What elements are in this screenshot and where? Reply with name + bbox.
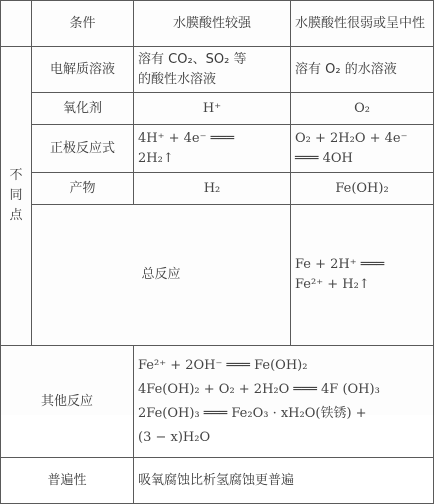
row-product xyxy=(1,173,434,205)
group-label-char-3: 点 xyxy=(9,208,23,223)
other-reactions-equations xyxy=(134,346,434,458)
cathode-neutral-line-1: O₂ + 2H₂O + 4e⁻ xyxy=(295,130,408,146)
header-acidic: 水膜酸性较强 xyxy=(134,1,291,47)
other-reactions-label: 其他反应 xyxy=(1,346,134,458)
cathode-neutral-line-2: ═══ 4OH xyxy=(295,150,353,166)
electrolyte-acidic xyxy=(134,47,291,93)
header-row xyxy=(1,1,434,47)
row-cathode xyxy=(1,125,434,173)
other-reaction-line-3: 2Fe(OH)₃ ═══ Fe₂O₃ · xH₂O(铁锈) + xyxy=(138,405,367,421)
overall-acidic-line-2: Fe²⁺ + H₂↑ xyxy=(295,277,370,292)
header-neutral: 水膜酸性很弱或呈中性 xyxy=(291,1,434,47)
header-blank-cell xyxy=(1,1,32,47)
cathode-acidic xyxy=(134,125,291,173)
group-label-char-1: 不 xyxy=(9,168,23,183)
row-other-reactions xyxy=(1,346,434,458)
product-acidic: H₂ xyxy=(134,173,291,205)
cathode-neutral xyxy=(291,125,434,173)
row-electrolyte xyxy=(1,47,434,93)
row-overall xyxy=(1,205,434,346)
oxidant-acidic: H⁺ xyxy=(134,93,291,125)
cathode-label: 正极反应式 xyxy=(32,125,134,173)
cathode-acidic-line-2: 2H₂↑ xyxy=(138,150,174,166)
header-condition: 条件 xyxy=(32,1,134,47)
other-reaction-line-4: (3 − x)H₂O xyxy=(138,429,211,445)
oxidant-neutral: O₂ xyxy=(291,93,434,125)
cathode-acidic-line-1: 4H⁺ + 4e⁻ ═══ xyxy=(138,130,235,146)
electrolyte-label: 电解质溶液 xyxy=(32,47,134,93)
other-reaction-line-1: Fe²⁺ + 2OH⁻ ═══ Fe(OH)₂ xyxy=(138,357,308,373)
overall-label: 总反应 xyxy=(32,205,291,346)
overall-acidic xyxy=(291,205,434,346)
product-neutral: Fe(OH)₂ xyxy=(291,173,434,205)
electrolyte-acidic-line-2: 的酸性水溶液 xyxy=(138,71,217,87)
row-oxidant xyxy=(1,93,434,125)
oxidant-label: 氧化剂 xyxy=(32,93,134,125)
group-label-char-2: 同 xyxy=(9,188,23,203)
product-label: 产物 xyxy=(32,173,134,205)
electrolyte-neutral: 溶有 O₂ 的水溶液 xyxy=(291,47,434,93)
general-value: 吸氧腐蚀比析氢腐蚀更普遍 xyxy=(134,458,434,504)
row-general xyxy=(1,458,434,504)
other-reaction-line-2: 4Fe(OH)₂ + O₂ + 2H₂O ═══ 4F (OH)₃ xyxy=(138,381,380,397)
group-label-differences xyxy=(1,47,32,346)
electrolyte-acidic-line-1: 溶有 CO₂、SO₂ 等 xyxy=(138,51,247,67)
general-label: 普遍性 xyxy=(1,458,134,504)
overall-acidic-line-1: Fe + 2H⁺ ═══ xyxy=(295,257,385,272)
